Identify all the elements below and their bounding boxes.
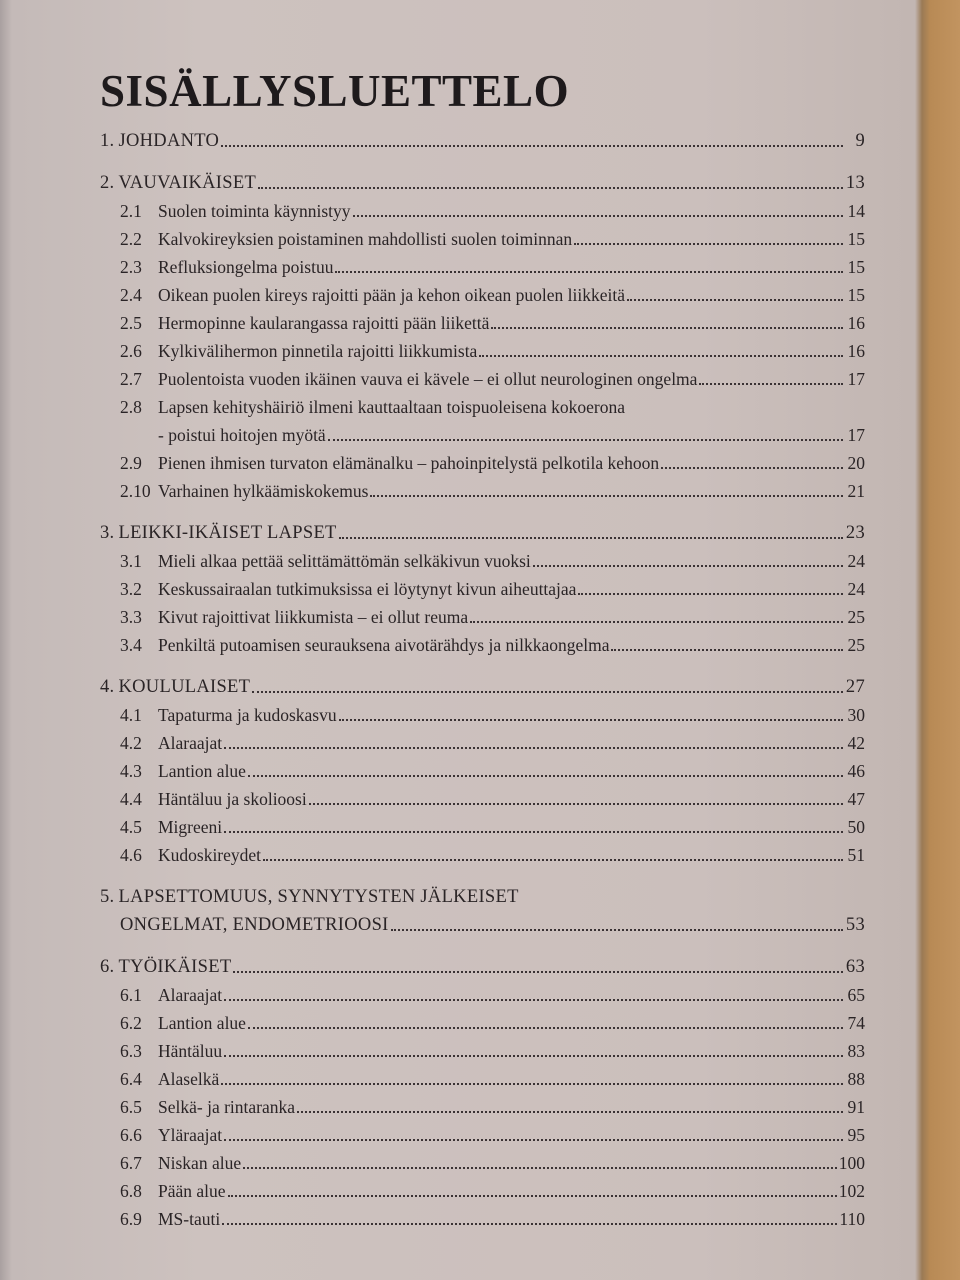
- toc-section: [100, 166, 865, 502]
- entry-number: 2.5: [120, 313, 142, 333]
- page-number: 51: [847, 845, 865, 865]
- toc-entry: [100, 334, 865, 362]
- dot-leader: [221, 1083, 843, 1085]
- entry-number: 2.6: [120, 341, 142, 361]
- toc-section: [100, 516, 865, 656]
- dot-leader: [224, 999, 843, 1001]
- page-number: 15: [847, 229, 865, 249]
- entry-title: - poistui hoitojen myötä: [158, 425, 326, 445]
- entry-title: Häntäluu: [158, 1041, 223, 1061]
- dot-leader: [335, 271, 843, 273]
- toc-entry: [100, 194, 865, 222]
- entry-title: ONGELMAT, ENDOMETRIOOSI: [120, 915, 389, 935]
- entry-title: Alaraajat: [158, 985, 223, 1005]
- dot-leader: [222, 1223, 837, 1225]
- entry-title: Migreeni: [158, 817, 223, 837]
- entry-number: 2.4: [120, 285, 142, 305]
- dot-leader: [699, 383, 843, 385]
- entry-title: Lantion alue: [158, 1013, 246, 1033]
- entry-number: 6.3: [120, 1041, 142, 1061]
- page-number: 74: [847, 1013, 865, 1033]
- entry-number: 4.5: [120, 817, 142, 837]
- entry-title: Keskussairaalan tutkimuksissa ei löytynyt kivun aiheuttajaa: [158, 579, 577, 599]
- toc-page: [100, 62, 865, 1230]
- entry-title: Kudoskireydet: [158, 845, 262, 865]
- entry-number: 1.: [100, 131, 115, 151]
- page-number: 17: [847, 425, 865, 445]
- entry-number: 4.6: [120, 845, 142, 865]
- page-number: 14: [847, 201, 865, 221]
- dot-leader: [627, 299, 843, 301]
- page-number: 23: [845, 523, 865, 543]
- section-heading: [100, 880, 865, 908]
- page-number: 25: [847, 607, 865, 627]
- dot-leader: [248, 1027, 843, 1029]
- toc-entry: [100, 222, 865, 250]
- page-number: 65: [847, 985, 865, 1005]
- page-number: 15: [847, 285, 865, 305]
- toc-entry: [100, 782, 865, 810]
- dot-leader: [661, 467, 843, 469]
- entry-title: Mieli alkaa pettää selittämättömän selkäkivun vuoksi: [158, 551, 531, 571]
- entry-number: 6.7: [120, 1153, 142, 1173]
- toc-list: [100, 124, 865, 1230]
- entry-title: Oikean puolen kireys rajoitti pään ja kehon oikean puolen liikkeitä: [158, 285, 626, 305]
- dot-leader: [574, 243, 843, 245]
- page-number: 16: [847, 313, 865, 333]
- page-number: 100: [838, 1153, 865, 1173]
- toc-entry: [100, 726, 865, 754]
- page-title: SISÄLLYSLUETTELO: [100, 66, 570, 116]
- section-heading-continued: [100, 908, 865, 936]
- toc-entry: [100, 306, 865, 334]
- entry-title: Hermopinne kaularangassa rajoitti pään liikettä: [158, 313, 490, 333]
- page-number: 25: [847, 635, 865, 655]
- entry-title: LEIKKI-IKÄISET LAPSET: [118, 523, 337, 543]
- toc-entry: [100, 544, 865, 572]
- dot-leader: [339, 719, 843, 721]
- entry-title: Varhainen hylkäämiskokemus: [158, 481, 369, 501]
- entry-title: Niskan alue: [158, 1153, 242, 1173]
- dot-leader: [353, 215, 844, 217]
- entry-title: MS-tauti: [158, 1209, 221, 1229]
- toc-entry: [100, 1090, 865, 1118]
- toc-entry: [100, 698, 865, 726]
- page-number: 24: [847, 551, 865, 571]
- entry-title: Suolen toiminta käynnistyy: [158, 201, 351, 221]
- entry-number: 6.8: [120, 1181, 142, 1201]
- page-number: 9: [855, 131, 865, 151]
- entry-title: Pienen ihmisen turvaton elämänalku – pahoinpitelystä pelkotila kehoon: [158, 453, 660, 473]
- page-number: 83: [847, 1041, 865, 1061]
- entry-title: Alaraajat: [158, 733, 223, 753]
- page-number: 16: [847, 341, 865, 361]
- section-heading: [100, 670, 865, 698]
- dot-leader: [228, 1195, 837, 1197]
- entry-number: 2.2: [120, 229, 142, 249]
- toc-entry: [100, 474, 865, 502]
- page-number: 15: [847, 257, 865, 277]
- entry-number: 2.: [100, 173, 115, 193]
- page-number: 50: [847, 817, 865, 837]
- dot-leader: [578, 593, 843, 595]
- page-number: 47: [847, 789, 865, 809]
- page-number: 91: [847, 1097, 865, 1117]
- entry-title: LAPSETTOMUUS, SYNNYTYSTEN JÄLKEISET: [118, 887, 519, 907]
- entry-number: 3.2: [120, 579, 142, 599]
- entry-number: 3.: [100, 523, 115, 543]
- toc-entry: [100, 600, 865, 628]
- entry-number: 2.1: [120, 201, 142, 221]
- entry-number: 3.3: [120, 607, 142, 627]
- entry-title: Alaselkä: [158, 1069, 220, 1089]
- dot-leader: [224, 1139, 843, 1141]
- entry-number: 4.3: [120, 761, 142, 781]
- entry-title: Kalvokireyksien poistaminen mahdollisti suolen toiminnan: [158, 229, 573, 249]
- entry-number: 2.8: [120, 397, 142, 417]
- toc-section: [100, 670, 865, 866]
- entry-title: Häntäluu ja skolioosi: [158, 789, 307, 809]
- page-number: 46: [847, 761, 865, 781]
- entry-number: 2.3: [120, 257, 142, 277]
- toc-entry: [100, 1006, 865, 1034]
- dot-leader: [309, 803, 843, 805]
- dot-leader: [391, 929, 843, 931]
- dot-leader: [370, 495, 843, 497]
- entry-number: 6.5: [120, 1097, 142, 1117]
- toc-entry: [100, 1202, 865, 1230]
- section-heading: [100, 166, 865, 194]
- page-number: 88: [847, 1069, 865, 1089]
- entry-number: 4.: [100, 677, 115, 697]
- page-number: 110: [839, 1209, 865, 1229]
- entry-number: 2.10: [120, 481, 151, 501]
- entry-number: 6.1: [120, 985, 142, 1005]
- dot-leader: [224, 747, 843, 749]
- page-number: 42: [847, 733, 865, 753]
- entry-title: Puolentoista vuoden ikäinen vauva ei kävele – ei ollut neurologinen ongelma: [158, 369, 698, 389]
- entry-title: Kylkivälihermon pinnetila rajoitti liikkumista: [158, 341, 478, 361]
- dot-leader: [224, 1055, 843, 1057]
- dot-leader: [533, 565, 843, 567]
- dot-leader: [258, 187, 843, 189]
- entry-number: 6.6: [120, 1125, 142, 1145]
- entry-title: TYÖIKÄISET: [118, 957, 232, 977]
- toc-entry-continued: [100, 418, 865, 446]
- entry-title: Selkä- ja rintaranka: [158, 1097, 296, 1117]
- dot-leader: [243, 1167, 837, 1169]
- entry-title: Penkiltä putoamisen seurauksena aivotärähdys ja nilkkaongelma: [158, 635, 610, 655]
- section-heading: [100, 516, 865, 544]
- entry-number: 2.7: [120, 369, 142, 389]
- toc-entry: [100, 362, 865, 390]
- entry-number: 6.2: [120, 1013, 142, 1033]
- entry-title: Kivut rajoittivat liikkumista – ei ollut reuma: [158, 607, 469, 627]
- entry-number: 3.1: [120, 551, 142, 571]
- entry-title: VAUVAIKÄISET: [118, 173, 257, 193]
- toc-entry: [100, 1062, 865, 1090]
- dot-leader: [491, 327, 843, 329]
- toc-section: [100, 880, 865, 936]
- toc-entry: [100, 1174, 865, 1202]
- dot-leader: [252, 691, 843, 693]
- entry-title: Lantion alue: [158, 761, 246, 781]
- toc-entry: [100, 1146, 865, 1174]
- toc-entry: [100, 572, 865, 600]
- page-number: 21: [847, 481, 865, 501]
- entry-number: 4.1: [120, 705, 142, 725]
- entry-number: 2.9: [120, 453, 142, 473]
- toc-entry: [100, 250, 865, 278]
- section-heading: [100, 124, 865, 152]
- page-number: 95: [847, 1125, 865, 1145]
- entry-title: Refluksiongelma poistuu: [158, 257, 334, 277]
- dot-leader: [297, 1111, 843, 1113]
- toc-entry: [100, 754, 865, 782]
- dot-leader: [339, 537, 843, 539]
- page-number: 63: [845, 957, 865, 977]
- toc-entry: [100, 628, 865, 656]
- entry-number: 3.4: [120, 635, 142, 655]
- toc-entry: [100, 1118, 865, 1146]
- page-number: 17: [847, 369, 865, 389]
- dot-leader: [470, 621, 843, 623]
- entry-title: Tapaturma ja kudoskasvu: [158, 705, 337, 725]
- dot-leader: [611, 649, 843, 651]
- entry-number: 4.4: [120, 789, 142, 809]
- page-number: 102: [838, 1181, 865, 1201]
- entry-title: JOHDANTO: [118, 131, 220, 151]
- entry-number: 6.: [100, 957, 115, 977]
- entry-title: KOULULAISET: [118, 677, 251, 697]
- toc-entry: [100, 838, 865, 866]
- entry-number: 6.4: [120, 1069, 142, 1089]
- entry-number: 4.2: [120, 733, 142, 753]
- section-heading: [100, 950, 865, 978]
- page-number: 27: [845, 677, 865, 697]
- toc-entry: [100, 278, 865, 306]
- dot-leader: [328, 439, 843, 441]
- toc-entry: [100, 390, 865, 418]
- page-number: 24: [847, 579, 865, 599]
- dot-leader: [233, 971, 843, 973]
- page-number: 20: [847, 453, 865, 473]
- entry-title: Lapsen kehityshäiriö ilmeni kauttaaltaan toispuoleisena kokoerona: [158, 397, 626, 417]
- entry-title: Yläraajat: [158, 1125, 223, 1145]
- page-number: 13: [845, 173, 865, 193]
- dot-leader: [248, 775, 843, 777]
- dot-leader: [224, 831, 843, 833]
- dot-leader: [263, 859, 843, 861]
- entry-number: 5.: [100, 887, 115, 907]
- toc-section: [100, 950, 865, 1230]
- entry-number: 6.9: [120, 1209, 142, 1229]
- toc-section: [100, 124, 865, 152]
- toc-entry: [100, 810, 865, 838]
- page-number: 53: [845, 915, 865, 935]
- toc-entry: [100, 978, 865, 1006]
- entry-title: Pään alue: [158, 1181, 226, 1201]
- toc-entry: [100, 1034, 865, 1062]
- toc-entry: [100, 446, 865, 474]
- dot-leader: [221, 145, 843, 147]
- dot-leader: [479, 355, 843, 357]
- page-number: 30: [847, 705, 865, 725]
